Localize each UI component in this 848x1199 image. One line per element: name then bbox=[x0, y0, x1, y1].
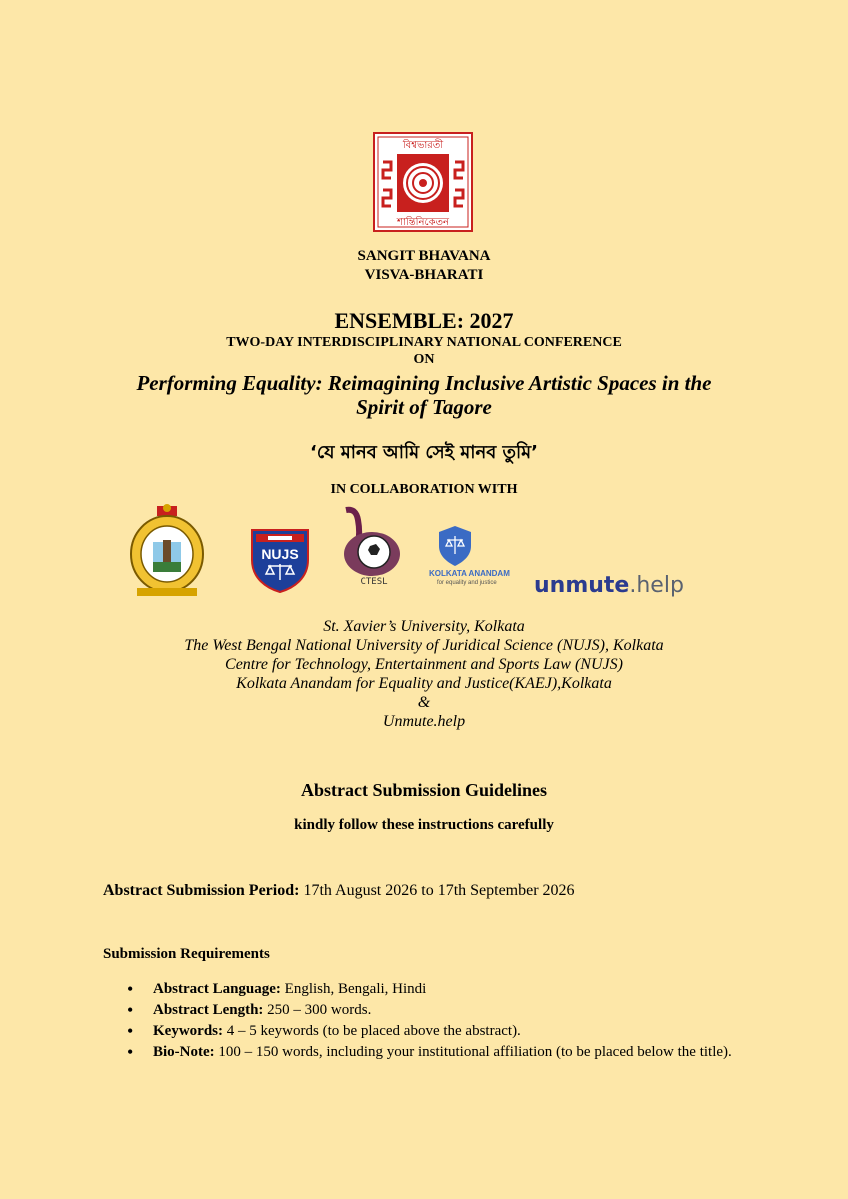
partner-item: The West Bengal National University of Juridical Science (NUJS), Kolkata bbox=[184, 637, 664, 654]
institution-block bbox=[0, 247, 848, 285]
requirement-value: 100 – 150 words, including your institutional affiliation (to be placed below the title). bbox=[214, 1044, 732, 1060]
unmute-logo-rest: .help bbox=[629, 573, 684, 598]
list-item bbox=[103, 1042, 743, 1063]
submission-period-label: Abstract Submission Period: bbox=[103, 882, 300, 899]
partner-item: Centre for Technology, Entertainment and Sports Law (NUJS) bbox=[225, 656, 623, 673]
kaej-logo bbox=[425, 522, 525, 597]
bengali-motto: ‘যে মানব আমি সেই মানব তুমি’ bbox=[310, 442, 538, 463]
st-xaviers-logo bbox=[127, 500, 207, 603]
logo-bottom-text: শান্তিনিকেতন bbox=[397, 217, 449, 228]
conference-on: ON bbox=[413, 352, 435, 367]
submission-period bbox=[103, 882, 575, 900]
kaej-logo-text: KOLKATA ANANDAM bbox=[429, 569, 510, 578]
requirement-label: Keywords: bbox=[153, 1023, 223, 1039]
logo-top-text: বিশ্বভারতী bbox=[402, 140, 444, 151]
requirement-label: Abstract Language: bbox=[153, 981, 281, 997]
requirement-value: 250 – 300 words. bbox=[263, 1002, 372, 1018]
guidelines-title: Abstract Submission Guidelines bbox=[300, 780, 548, 800]
nujs-logo-text: NUJS bbox=[261, 546, 299, 562]
requirements-title: Submission Requirements bbox=[103, 946, 270, 962]
university-name: VISVA-BHARATI bbox=[364, 267, 484, 283]
requirement-value: English, Bengali, Hindi bbox=[280, 981, 427, 997]
visva-bharati-logo bbox=[373, 132, 473, 232]
partner-item: & bbox=[417, 694, 431, 711]
unmute-logo-bold: unmute bbox=[534, 573, 630, 598]
requirement-label: Bio-Note: bbox=[153, 1044, 215, 1060]
cetsl-logo-text: CTESL bbox=[360, 577, 388, 586]
submission-period-value: 17th August 2026 to 17th September 2026 bbox=[299, 882, 575, 899]
nujs-logo bbox=[248, 526, 312, 603]
kaej-logo-tagline: for equality and justice bbox=[437, 580, 497, 586]
requirement-label: Abstract Length: bbox=[153, 1002, 264, 1018]
unmute-help-logo bbox=[534, 573, 684, 598]
conference-title: ENSEMBLE: 2027 bbox=[334, 308, 514, 333]
partner-item: St. Xavier’s University, Kolkata bbox=[323, 618, 525, 635]
list-item bbox=[103, 979, 743, 1000]
conference-theme: Performing Equality: Reimagining Inclusive Artistic Spaces in the Spirit of Tagore bbox=[136, 371, 712, 419]
collaboration-heading: IN COLLABORATION WITH bbox=[330, 482, 518, 497]
partner-item: Unmute.help bbox=[382, 713, 466, 730]
partner-item: Kolkata Anandam for Equality and Justice(KAEJ),Kolkata bbox=[236, 675, 612, 692]
requirement-value: 4 – 5 keywords (to be placed above the abstract). bbox=[223, 1023, 521, 1039]
guidelines-subtitle: kindly follow these instructions carefully bbox=[294, 817, 554, 833]
partner-list bbox=[0, 617, 848, 731]
institution-name: SANGIT BHAVANA bbox=[357, 248, 491, 264]
list-item bbox=[103, 1021, 743, 1042]
conference-subtitle: TWO-DAY INTERDISCIPLINARY NATIONAL CONFERENCE bbox=[226, 335, 622, 350]
cetsl-logo bbox=[340, 506, 410, 591]
list-item bbox=[103, 1000, 743, 1021]
conference-subtitle-block bbox=[0, 334, 848, 368]
requirements-list bbox=[103, 979, 743, 1063]
